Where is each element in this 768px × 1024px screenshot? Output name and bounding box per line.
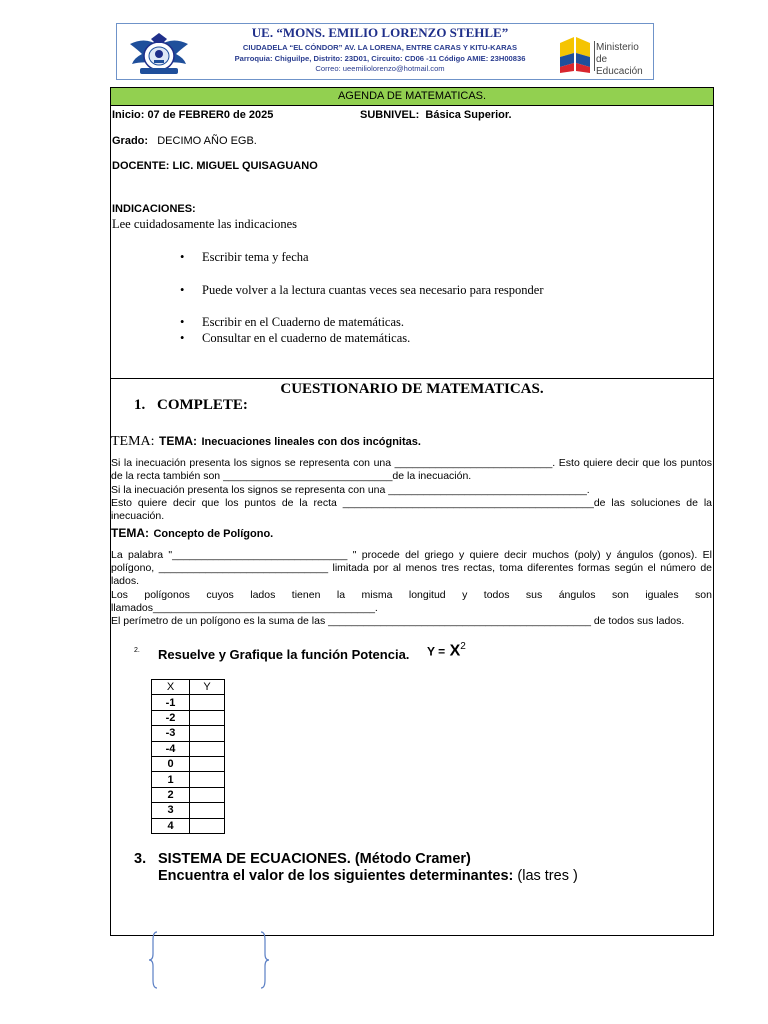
x-cell: 3 bbox=[152, 803, 190, 818]
inicio-date: Inicio: 07 de FEBRER0 de 2025 bbox=[112, 109, 274, 121]
q3-title: SISTEMA DE ECUACIONES. (Método Cramer) bbox=[158, 851, 471, 867]
tema2-text: Concepto de Polígono. bbox=[153, 528, 274, 540]
header-y: Y bbox=[190, 680, 225, 695]
y-cell[interactable] bbox=[190, 695, 225, 710]
q2-formula bbox=[427, 641, 466, 660]
table-row bbox=[152, 726, 225, 741]
table-row bbox=[152, 695, 225, 710]
ministry-logo bbox=[558, 33, 650, 75]
ministry-name-2: de Educación bbox=[596, 54, 643, 77]
x-cell: 0 bbox=[152, 756, 190, 771]
q2-text: Resuelve y Grafique la función Potencia. bbox=[158, 647, 410, 662]
table-row bbox=[152, 803, 225, 818]
agenda-title: AGENDA DE MATEMATICAS. bbox=[111, 88, 713, 106]
bullet-item: • Consultar en el cuaderno de matemáticas. bbox=[202, 331, 410, 346]
table-row bbox=[152, 680, 225, 695]
tema1-line: Esto quiere decir que los puntos de la recta ___________________________________________de las soluciones de la inecuación. bbox=[111, 497, 712, 522]
tema2-label: TEMA: bbox=[111, 526, 149, 540]
tema2-line: Los polígonos cuyos lados tienen la misma longitud y todos sus ángulos son iguales son llamados______________________________________. bbox=[111, 589, 712, 614]
school-email: Correo: ueemiliolorenzo@hotmail.com bbox=[315, 64, 445, 73]
formula-exponent: 2 bbox=[460, 641, 466, 652]
indicaciones-intro: Lee cuidadosamente las indicaciones bbox=[112, 217, 297, 231]
indicaciones-label: INDICACIONES: bbox=[112, 203, 196, 215]
y-cell[interactable] bbox=[190, 741, 225, 756]
school-crest-icon bbox=[126, 30, 192, 76]
q1-number: 1. bbox=[134, 397, 146, 413]
school-parroquia: Parroquia: Chiguilpe, Distrito: 23D01, Circuito: CD06 -11 Código AMIE: 23H00836 bbox=[234, 54, 526, 63]
q3-text-bold: Encuentra el valor de los siguientes determinantes: bbox=[158, 868, 514, 884]
y-cell[interactable] bbox=[190, 756, 225, 771]
x-cell: -3 bbox=[152, 726, 190, 741]
ecuador-flag-icon bbox=[558, 35, 592, 73]
tema1-text: Inecuaciones lineales con dos incógnitas. bbox=[201, 436, 421, 448]
q3-number: 3. bbox=[134, 851, 147, 867]
formula-lhs: Y = bbox=[427, 644, 446, 659]
tema1-line: Si la inecuación presenta los signos se representa con una ___________________________. Esto quiere decir que los puntos de la recta también son _____________________________de la inecuación. bbox=[111, 457, 712, 482]
section-divider bbox=[111, 378, 713, 379]
grado bbox=[112, 135, 257, 147]
tema1-label: TEMA: bbox=[159, 434, 198, 448]
header-x: X bbox=[152, 680, 190, 695]
school-address: CIUDADELA “EL CÓNDOR” AV. LA LORENA, ENTRE CARAS Y KITU-KARAS bbox=[242, 43, 518, 52]
x-cell: 1 bbox=[152, 772, 190, 787]
bullet-item: • Escribir tema y fecha bbox=[202, 250, 309, 265]
q2-number: 2. bbox=[134, 647, 140, 654]
bullet-item: • Escribir en el Cuaderno de matemáticas. bbox=[202, 315, 404, 330]
y-cell[interactable] bbox=[190, 726, 225, 741]
formula-base: X bbox=[449, 642, 461, 660]
x-cell: -2 bbox=[152, 710, 190, 725]
ministry-name-1: Ministerio bbox=[596, 42, 639, 53]
subnivel-label: SUBNIVEL: bbox=[360, 109, 420, 121]
tema1-line: Si la inecuación presenta los signos se representa con una __________________________________. bbox=[111, 484, 590, 496]
grado-value: DECIMO AÑO EGB. bbox=[157, 135, 257, 147]
y-cell[interactable] bbox=[190, 710, 225, 725]
docente: DOCENTE: LIC. MIGUEL QUISAGUANO bbox=[112, 160, 318, 172]
y-cell[interactable] bbox=[190, 787, 225, 802]
y-cell[interactable] bbox=[190, 772, 225, 787]
y-cell[interactable] bbox=[190, 803, 225, 818]
brace-shape-icon bbox=[147, 930, 273, 990]
tema2-heading bbox=[111, 524, 273, 542]
xy-table bbox=[151, 679, 225, 834]
tema1-prefix: TEMA: bbox=[111, 434, 155, 449]
cuestionario-title: CUESTIONARIO DE MATEMATICAS. bbox=[280, 381, 544, 397]
table-row bbox=[152, 741, 225, 756]
tema2-line: El perímetro de un polígono es la suma de las _____________________________________________ de todos sus lados. bbox=[111, 615, 685, 627]
q1-label: COMPLETE: bbox=[157, 397, 248, 413]
x-cell: 4 bbox=[152, 818, 190, 833]
subnivel-value: Básica Superior. bbox=[425, 109, 512, 121]
table-row bbox=[152, 756, 225, 771]
school-title: UE. “MONS. EMILIO LORENZO STEHLE” bbox=[251, 25, 509, 40]
bullet-item: • Puede volver a la lectura cuantas veces sea necesario para responder bbox=[202, 283, 544, 298]
header-text-block bbox=[200, 26, 560, 74]
q3-text bbox=[158, 868, 578, 884]
q3-text-rest: (las tres ) bbox=[513, 868, 578, 884]
x-cell: -4 bbox=[152, 741, 190, 756]
table-row bbox=[152, 787, 225, 802]
subnivel bbox=[360, 109, 512, 121]
table-row bbox=[152, 818, 225, 833]
tema1-heading bbox=[111, 432, 421, 450]
y-cell[interactable] bbox=[190, 818, 225, 833]
table-row bbox=[152, 772, 225, 787]
table-row bbox=[152, 710, 225, 725]
grado-label: Grado: bbox=[112, 135, 149, 147]
tema2-line: La palabra "______________________________ " procede del griego y quiere decir muchos (poly) y ángulos (gonos). El polígono, _____________________________ limitada por al menos tres rectas, toma diferentes formas según el número de lados. bbox=[111, 549, 712, 587]
x-cell: -1 bbox=[152, 695, 190, 710]
x-cell: 2 bbox=[152, 787, 190, 802]
